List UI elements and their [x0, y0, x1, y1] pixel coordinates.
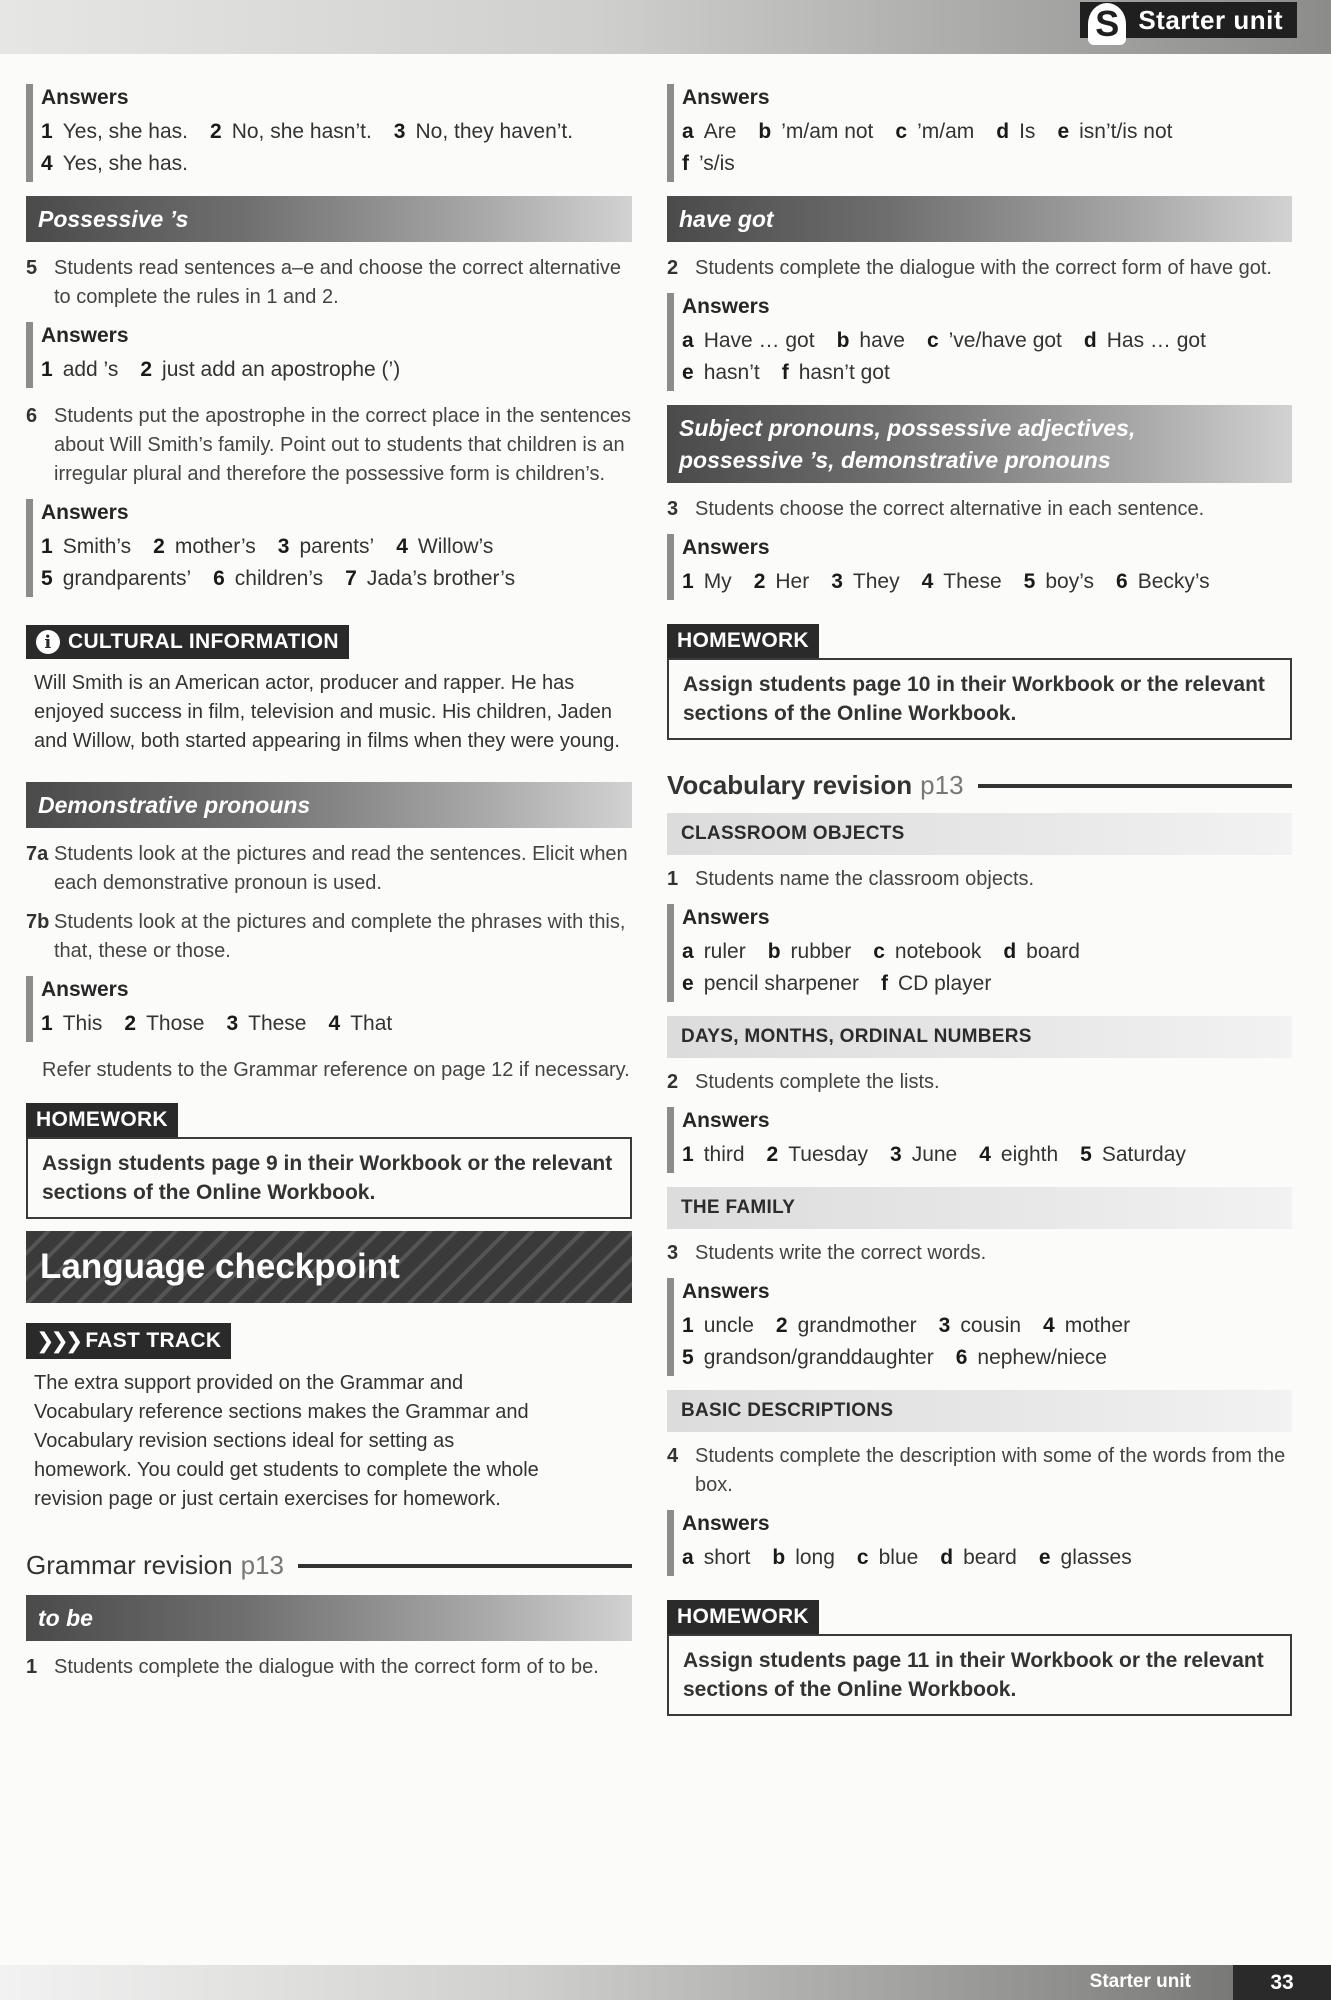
- answer-item: [857, 1546, 918, 1569]
- answer-text: These: [248, 1012, 307, 1035]
- homework-box: Assign students page 10 in their Workbook or the relevant sections of the Online Workbook.: [667, 658, 1292, 740]
- vocab-exercise-1: [667, 865, 1292, 894]
- answer-item: [682, 361, 760, 384]
- heading-rule: [978, 784, 1292, 788]
- exercise-number: 4: [667, 1445, 679, 1467]
- answer-item: [278, 535, 374, 558]
- answers-line: [682, 116, 1292, 148]
- answer-text: add ’s: [62, 358, 119, 381]
- exercise-7b: [26, 908, 632, 966]
- answer-key: b: [772, 1546, 786, 1569]
- answers-title: Answers: [682, 1280, 770, 1303]
- answer-key: f: [880, 972, 888, 995]
- answer-item: [329, 1012, 393, 1035]
- answer-text: nephew/niece: [977, 1346, 1107, 1369]
- answer-key: a: [682, 940, 694, 963]
- answer-key: 4: [979, 1143, 991, 1166]
- answer-text: long: [795, 1546, 835, 1569]
- answer-text: cousin: [960, 1314, 1022, 1337]
- answer-item: [831, 570, 899, 593]
- cultural-information-tag: [26, 625, 349, 659]
- answer-item: [996, 120, 1035, 143]
- answers-line: [682, 357, 1292, 389]
- answer-text: Is: [1019, 120, 1036, 143]
- answer-key: 6: [955, 1346, 968, 1369]
- answer-text: third: [703, 1143, 745, 1166]
- answer-text: Tuesday: [788, 1143, 868, 1166]
- answer-text: My: [703, 570, 732, 593]
- answer-key: e: [1057, 120, 1070, 143]
- answer-item: [682, 570, 732, 593]
- answer-item: [124, 1012, 204, 1035]
- section-banner-possessive: Possessive ’s: [26, 196, 632, 242]
- answer-item: [226, 1012, 306, 1035]
- answer-text: Yes, she has.: [62, 120, 189, 143]
- answer-item: [927, 329, 1062, 352]
- answers-title: Answers: [41, 978, 129, 1001]
- answer-item: [682, 940, 746, 963]
- answer-item: [682, 120, 736, 143]
- answer-text: Has … got: [1106, 329, 1206, 352]
- answer-key: 2: [775, 1314, 788, 1337]
- answer-key: 1: [682, 1314, 694, 1337]
- answer-item: [895, 120, 974, 143]
- answer-item: [682, 152, 735, 175]
- answer-text: pencil sharpener: [703, 972, 859, 995]
- answer-key: c: [856, 1546, 869, 1569]
- answers-title: Answers: [682, 295, 770, 318]
- answer-key: 4: [921, 570, 934, 593]
- exercise-number: 1: [667, 868, 679, 890]
- right-column: [667, 74, 1292, 1726]
- answer-text: hasn’t got: [798, 361, 890, 384]
- answer-item: [979, 1143, 1058, 1166]
- answer-item: [754, 570, 810, 593]
- chevrons-icon: ❯❯❯: [36, 1328, 80, 1353]
- answer-item: [758, 120, 873, 143]
- answers-title: Answers: [682, 1109, 770, 1132]
- heading-title: Vocabulary revision: [667, 770, 913, 800]
- answers-block: [26, 976, 632, 1042]
- heading-page: p13: [920, 770, 964, 800]
- answer-key: 1: [41, 1012, 53, 1035]
- answer-item: [682, 329, 815, 352]
- exercise-text: Students name the classroom objects.: [695, 868, 1035, 890]
- answer-key: 3: [938, 1314, 951, 1337]
- answers-line: [682, 1342, 1292, 1374]
- answer-item: [1024, 570, 1094, 593]
- answer-key: 3: [226, 1012, 239, 1035]
- heading-rule: [298, 1564, 632, 1568]
- exercise-text: Students write the correct words.: [695, 1242, 987, 1264]
- left-column: [26, 74, 632, 1690]
- answer-item: [1080, 1143, 1186, 1166]
- answer-key: c: [873, 940, 885, 963]
- exercise-number: 2: [667, 257, 679, 279]
- answer-key: c: [926, 329, 939, 352]
- subheading-family: THE FAMILY: [667, 1187, 1292, 1229]
- answer-item: [1057, 120, 1172, 143]
- answer-key: 5: [41, 567, 53, 590]
- homework-tag: HOMEWORK: [667, 624, 819, 658]
- answer-key: 1: [682, 1143, 694, 1166]
- answer-key: d: [996, 120, 1010, 143]
- exercise-number: 5: [26, 257, 38, 279]
- answer-item: [767, 1143, 868, 1166]
- answer-text: ’ve/have got: [948, 329, 1062, 352]
- answer-item: [345, 567, 515, 590]
- answer-item: [396, 535, 493, 558]
- answer-key: 5: [1080, 1143, 1092, 1166]
- answers-block: [667, 84, 1292, 182]
- answer-text: No, she hasn’t.: [231, 120, 372, 143]
- answer-item: [837, 329, 905, 352]
- answer-text: short: [703, 1546, 751, 1569]
- answers-block: [26, 84, 632, 182]
- answer-text: This: [62, 1012, 103, 1035]
- answer-key: 3: [831, 570, 843, 593]
- unit-badge: S: [1088, 3, 1126, 45]
- exercise-number: 2: [667, 1071, 679, 1093]
- answer-item: [41, 567, 191, 590]
- answer-text: just add an apostrophe (’): [162, 358, 401, 381]
- homework-tag: HOMEWORK: [26, 1103, 178, 1137]
- answer-item: [768, 940, 852, 963]
- answer-text: hasn’t: [703, 361, 760, 384]
- answers-line: [682, 936, 1292, 968]
- exercise-2: [667, 254, 1292, 283]
- exercise-text: Students complete the description with some of the words from the box.: [695, 1445, 1286, 1496]
- answers-line: [682, 325, 1292, 357]
- answer-key: 4: [396, 535, 408, 558]
- answer-item: [922, 570, 1002, 593]
- answer-item: [394, 120, 573, 143]
- answer-text: ’m/am: [917, 120, 975, 143]
- exercise-number: 1: [26, 1656, 38, 1678]
- footer-unit-label: Starter unit: [1089, 1971, 1191, 1992]
- answer-item: [213, 567, 323, 590]
- answer-item: [41, 535, 131, 558]
- info-icon: i: [36, 630, 60, 654]
- exercise-7a: [26, 840, 632, 898]
- answer-item: [682, 972, 859, 995]
- answer-key: d: [940, 1546, 954, 1569]
- exercise-number: 7b: [26, 911, 50, 933]
- answer-text: grandmother: [797, 1314, 917, 1337]
- answer-key: 2: [140, 358, 153, 381]
- answer-text: Have … got: [703, 329, 815, 352]
- answers-line: [682, 1139, 1292, 1171]
- answer-item: [140, 358, 400, 381]
- answer-text: children’s: [234, 567, 324, 590]
- answers-block: [667, 1510, 1292, 1576]
- grammar-revision-heading: [26, 1550, 632, 1581]
- exercise-number: 3: [667, 498, 679, 520]
- answer-key: 2: [124, 1012, 137, 1035]
- answer-item: [1116, 570, 1210, 593]
- answers-line: [682, 1310, 1292, 1342]
- answer-key: a: [682, 329, 694, 352]
- answer-text: Jada’s brother’s: [366, 567, 516, 590]
- answers-line: [682, 566, 1292, 598]
- exercise-number: 7a: [26, 843, 49, 865]
- exercise-number: 3: [667, 1242, 679, 1264]
- answer-text: notebook: [894, 940, 982, 963]
- answers-title: Answers: [41, 501, 129, 524]
- answer-item: [210, 120, 372, 143]
- unit-title: Starter unit: [1138, 4, 1283, 35]
- answer-key: 6: [213, 567, 225, 590]
- section-banner-demonstrative: Demonstrative pronouns: [26, 782, 632, 828]
- answer-item: [881, 972, 991, 995]
- answer-text: June: [911, 1143, 958, 1166]
- answer-key: f: [682, 152, 689, 175]
- answers-title: Answers: [41, 86, 129, 109]
- answer-key: 4: [328, 1012, 341, 1035]
- answer-key: a: [682, 1546, 694, 1569]
- answers-block: [667, 1107, 1292, 1173]
- answer-key: a: [682, 120, 694, 143]
- subheading-basic-descriptions: BASIC DESCRIPTIONS: [667, 1390, 1292, 1432]
- answers-block: [667, 293, 1292, 391]
- answer-key: 6: [1116, 570, 1128, 593]
- answer-item: [41, 1012, 102, 1035]
- answer-text: CD player: [897, 972, 992, 995]
- homework-box: Assign students page 9 in their Workbook or the relevant sections of the Online Workbook.: [26, 1137, 632, 1219]
- answer-item: [153, 535, 256, 558]
- answer-text: Those: [146, 1012, 205, 1035]
- heading-title: Grammar revision: [26, 1550, 233, 1580]
- answers-block: [26, 322, 632, 388]
- exercise-5: [26, 254, 632, 312]
- exercise-text: Students look at the pictures and read the sentences. Elicit when each demonstrative pronoun is used.: [54, 843, 628, 894]
- answer-text: Are: [703, 120, 737, 143]
- section-banner-have-got: have got: [667, 196, 1292, 242]
- answer-key: 3: [393, 120, 406, 143]
- unit-tab: [1080, 2, 1297, 44]
- footer-bar: [0, 1965, 1331, 2000]
- answer-text: boy’s: [1045, 570, 1094, 593]
- answer-text: rubber: [790, 940, 852, 963]
- answer-item: [682, 1346, 934, 1369]
- answers-line: [41, 116, 632, 148]
- page-number: 33: [1233, 1965, 1331, 2000]
- answer-key: e: [682, 972, 694, 995]
- answer-text: They: [852, 570, 900, 593]
- exercise-text: Students choose the correct alternative in each sentence.: [695, 498, 1205, 520]
- cultural-text: Will Smith is an American actor, producer and rapper. He has enjoyed success in film, television and music. His children, Jaden and Willow, both started appearing in films when they were young.: [34, 672, 620, 752]
- subheading-days-months: DAYS, MONTHS, ORDINAL NUMBERS: [667, 1016, 1292, 1058]
- banner-line-2: possessive ’s, demonstrative pronouns: [679, 447, 1111, 473]
- exercise-text: Students complete the dialogue with the correct form of have got.: [695, 257, 1272, 279]
- answer-key: 2: [766, 1143, 779, 1166]
- answer-text: blue: [878, 1546, 919, 1569]
- answer-item: [1084, 329, 1206, 352]
- answer-key: c: [895, 120, 908, 143]
- answers-line: [41, 148, 632, 180]
- exercise-1: [26, 1653, 632, 1682]
- answer-text: have: [859, 329, 905, 352]
- answer-item: [956, 1346, 1107, 1369]
- answer-item: [682, 1143, 745, 1166]
- fast-track-label: FAST TRACK: [85, 1329, 222, 1352]
- answers-line: [682, 148, 1292, 180]
- answer-text: grandparents’: [62, 567, 192, 590]
- answer-key: f: [781, 361, 789, 384]
- exercise-text: Students read sentences a–e and choose the correct alternative to complete the rules in 1 and 2.: [54, 257, 622, 308]
- exercise-text: Students complete the dialogue with the correct form of to be.: [54, 1656, 599, 1678]
- vocab-exercise-3: [667, 1239, 1292, 1268]
- homework-tag: HOMEWORK: [667, 1600, 819, 1634]
- answer-key: 1: [41, 358, 53, 381]
- exercise-6: [26, 402, 632, 489]
- answer-key: 1: [41, 535, 53, 558]
- homework-box: Assign students page 11 in their Workbook or the relevant sections of the Online Workbook.: [667, 1634, 1292, 1716]
- vocab-exercise-2: [667, 1068, 1292, 1097]
- answer-item: [1043, 1314, 1130, 1337]
- answer-key: 2: [210, 120, 222, 143]
- answer-text: grandson/granddaughter: [703, 1346, 934, 1369]
- answer-key: e: [1038, 1546, 1051, 1569]
- vocabulary-revision-heading: [667, 770, 1292, 801]
- answer-key: d: [1003, 940, 1017, 963]
- answer-item: [1003, 940, 1080, 963]
- answer-item: [782, 361, 890, 384]
- answer-key: 1: [41, 120, 53, 143]
- answer-text: ’s/is: [699, 152, 735, 175]
- answer-key: 1: [682, 570, 694, 593]
- heading-page: p13: [240, 1550, 284, 1580]
- answers-title: Answers: [682, 536, 770, 559]
- answer-text: eighth: [1000, 1143, 1059, 1166]
- answers-line: [41, 531, 632, 563]
- answer-item: [682, 1546, 750, 1569]
- answer-key: 2: [153, 535, 165, 558]
- answer-key: b: [758, 120, 772, 143]
- vocab-exercise-4: [667, 1442, 1292, 1500]
- answer-key: 5: [682, 1346, 694, 1369]
- answer-key: 4: [41, 152, 53, 175]
- answer-item: [41, 152, 188, 175]
- answer-key: b: [836, 329, 850, 352]
- grammar-reference-note: Refer students to the Grammar reference on page 12 if necessary.: [42, 1059, 630, 1081]
- answers-block: [26, 499, 632, 597]
- language-checkpoint-banner: Language checkpoint: [26, 1231, 632, 1303]
- fast-track-text: The extra support provided on the Grammar and Vocabulary reference sections makes the Grammar and Vocabulary revision sections ideal for setting as homework. You could get students to complete the whole revision page or just certain exercises for homework.: [34, 1372, 539, 1510]
- answer-item: [776, 1314, 917, 1337]
- answer-text: No, they haven’t.: [415, 120, 574, 143]
- answer-item: [939, 1314, 1021, 1337]
- section-banner-pronouns: [667, 405, 1292, 483]
- answers-block: [667, 1278, 1292, 1376]
- exercise-3: [667, 495, 1292, 524]
- answers-line: [41, 1008, 632, 1040]
- answer-text: Her: [775, 570, 810, 593]
- answer-key: 3: [277, 535, 290, 558]
- answer-text: mother’s: [174, 535, 256, 558]
- answer-key: e: [682, 361, 694, 384]
- answer-text: Willow’s: [417, 535, 494, 558]
- section-banner-to-be: to be: [26, 1595, 632, 1641]
- answers-title: Answers: [682, 1512, 770, 1535]
- answer-item: [1039, 1546, 1132, 1569]
- answer-text: uncle: [703, 1314, 754, 1337]
- header-bar: [0, 0, 1331, 54]
- answer-key: 4: [1043, 1314, 1055, 1337]
- answer-key: 2: [753, 570, 766, 593]
- answer-item: [41, 358, 118, 381]
- answer-item: [772, 1546, 835, 1569]
- answer-key: 3: [890, 1143, 902, 1166]
- answers-title: Answers: [41, 324, 129, 347]
- answer-text: Yes, she has.: [62, 152, 189, 175]
- answer-key: b: [767, 940, 781, 963]
- exercise-text: Students look at the pictures and complete the phrases with this, that, these or those.: [54, 911, 626, 962]
- answer-item: [682, 1314, 754, 1337]
- answer-text: parents’: [299, 535, 375, 558]
- answer-text: Smith’s: [62, 535, 132, 558]
- answer-key: d: [1083, 329, 1097, 352]
- answer-item: [41, 120, 188, 143]
- exercise-number: 6: [26, 405, 38, 427]
- answer-text: ruler: [703, 940, 746, 963]
- answers-line: [682, 1542, 1292, 1574]
- cultural-title: CULTURAL INFORMATION: [68, 630, 339, 653]
- answer-text: That: [350, 1012, 393, 1035]
- answers-line: [41, 354, 632, 386]
- answer-text: These: [943, 570, 1002, 593]
- subheading-classroom-objects: CLASSROOM OBJECTS: [667, 813, 1292, 855]
- fast-track-tag: [26, 1323, 231, 1359]
- answer-item: [873, 940, 981, 963]
- answers-title: Answers: [682, 86, 770, 109]
- answers-title: Answers: [682, 906, 770, 929]
- answer-text: ’m/am not: [781, 120, 874, 143]
- exercise-text: Students complete the lists.: [695, 1071, 940, 1093]
- answer-text: beard: [963, 1546, 1017, 1569]
- answer-key: 5: [1023, 570, 1036, 593]
- answers-line: [41, 563, 632, 595]
- answer-text: Becky’s: [1137, 570, 1210, 593]
- answer-text: board: [1026, 940, 1080, 963]
- answer-text: Saturday: [1101, 1143, 1186, 1166]
- answer-text: isn’t/is not: [1079, 120, 1173, 143]
- answer-text: mother: [1064, 1314, 1131, 1337]
- answer-item: [890, 1143, 957, 1166]
- banner-line-1: Subject pronouns, possessive adjectives,: [679, 415, 1136, 441]
- answer-text: glasses: [1060, 1546, 1132, 1569]
- exercise-text: Students put the apostrophe in the correct place in the sentences about Will Smith’s family. Point out to students that children is an irregular plural and therefore the possessive form is children’s.: [54, 405, 632, 485]
- answers-block: [667, 904, 1292, 1002]
- answers-block: [667, 534, 1292, 600]
- answer-item: [940, 1546, 1017, 1569]
- answers-line: [682, 968, 1292, 1000]
- answer-key: 7: [345, 567, 357, 590]
